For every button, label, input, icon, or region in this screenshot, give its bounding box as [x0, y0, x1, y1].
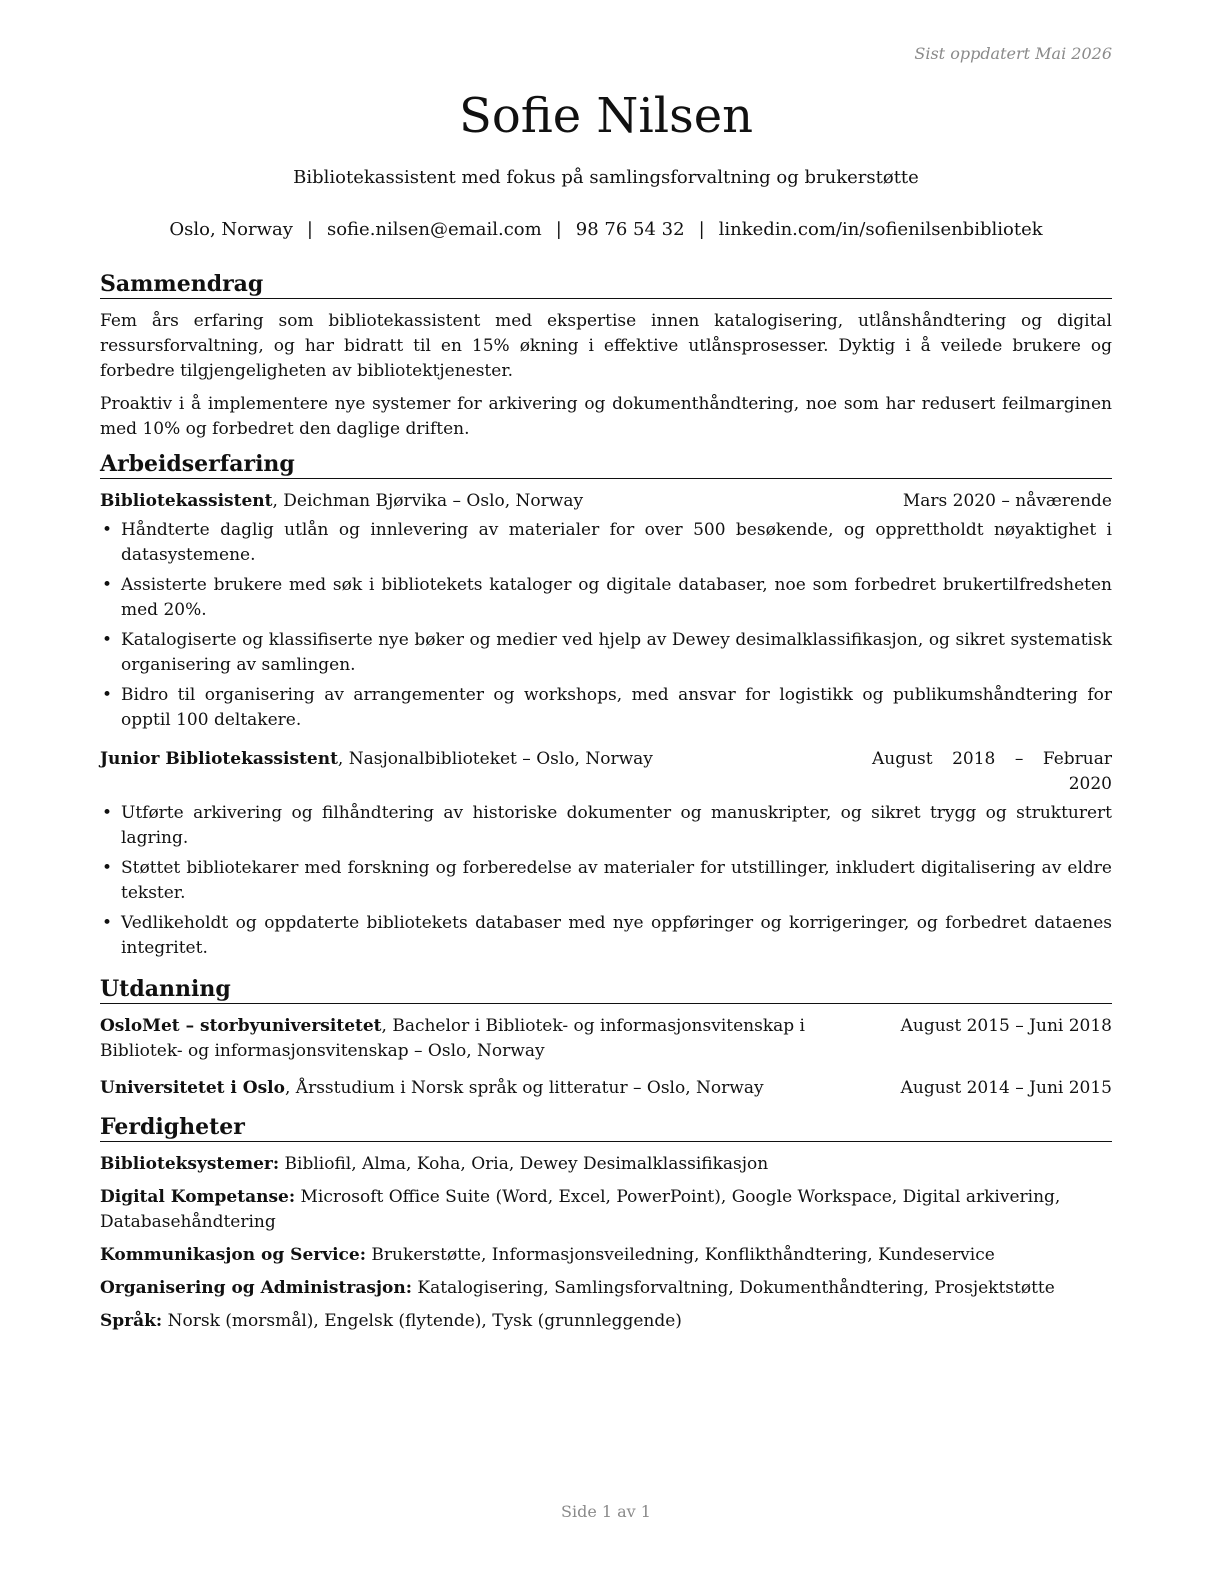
- degree-detail: , Bachelor i Bibliotek- og informasjonsvitenskap i Bibliotek- og informasjonsvitenskap – Oslo, Norway: [100, 1016, 805, 1061]
- contact-phone: 98 76 54 32: [575, 219, 685, 240]
- contact-linkedin[interactable]: linkedin.com/in/sofienilsenbibliotek: [718, 219, 1043, 240]
- person-name: Sofie Nilsen: [458, 88, 754, 144]
- page-number: Side 1 av 1: [561, 1502, 651, 1521]
- job-header: [100, 489, 1112, 514]
- job-entry: [100, 747, 1112, 961]
- contact-line: [100, 219, 1112, 240]
- skill-label: Biblioteksystemer:: [100, 1154, 280, 1174]
- skill-value: Norsk (morsmål), Engelsk (flytende), Tysk (grunnleggende): [162, 1311, 682, 1331]
- list-item: • Støttet bibliotekarer med forskning og forberedelse av materialer for utstillinger, inkludert digitalisering av eldre tekster.: [100, 856, 1112, 906]
- contact-separator: |: [555, 219, 562, 240]
- list-item: • Assisterte brukere med søk i bibliotekets kataloger og digitale databaser, noe som forbedret brukertilfredsheten med 20%.: [100, 573, 1112, 623]
- skill-label: Språk:: [100, 1311, 163, 1331]
- skill-row: [100, 1276, 1112, 1301]
- skill-row: [100, 1309, 1112, 1334]
- contact-separator: |: [698, 219, 705, 240]
- resume-page: [100, 0, 1112, 1584]
- summary-paragraph: Proaktiv i å implementere nye systemer for arkivering og dokumenthåndtering, noe som har redusert feilmarginen med 10% og forbedret den daglige driften.: [100, 394, 1112, 439]
- contact-separator: |: [306, 219, 313, 240]
- school-name: Universitetet i Oslo: [100, 1078, 285, 1098]
- skills-section: [100, 1113, 1112, 1334]
- education-entry: [100, 1014, 1112, 1064]
- section-heading: Utdanning: [100, 975, 1112, 1004]
- education-dates: August 2014 – Juni 2015: [900, 1078, 1112, 1098]
- summary-section: [100, 270, 1112, 442]
- job-bullets: [100, 518, 1112, 733]
- degree-detail: , Årsstudium i Norsk språk og litteratur – Oslo, Norway: [284, 1078, 764, 1098]
- resume-body: [100, 270, 1112, 1342]
- job-title: Junior Bibliotekassistent: [100, 749, 338, 769]
- job-org: , Deichman Bjørvika – Oslo, Norway: [272, 491, 584, 511]
- skill-row: [100, 1152, 1112, 1177]
- education-section: [100, 975, 1112, 1101]
- skill-label: Organisering og Administrasjon:: [100, 1278, 413, 1298]
- skill-value: Katalogisering, Samlingsforvaltning, Dokumenthåndtering, Prosjektstøtte: [412, 1278, 1055, 1298]
- headline: Bibliotekassistent med fokus på samlingsforvaltning og brukerstøtte: [293, 167, 919, 188]
- experience-section: [100, 450, 1112, 961]
- education-entry: [100, 1076, 1112, 1101]
- section-heading: Sammendrag: [100, 270, 1112, 299]
- section-heading: Ferdigheter: [100, 1113, 1112, 1142]
- list-item: • Bidro til organisering av arrangementer og workshops, med ansvar for logistikk og publikumshåndtering for opptil 100 deltakere.: [100, 683, 1112, 733]
- job-bullets: [100, 801, 1112, 961]
- job-entry: [100, 489, 1112, 733]
- job-title: Bibliotekassistent: [100, 491, 273, 511]
- section-heading: Arbeidserfaring: [100, 450, 1112, 479]
- list-item: • Håndterte daglig utlån og innlevering av materialer for over 500 besøkende, og opprettholdt nøyaktighet i datasystemene.: [100, 518, 1112, 568]
- summary-paragraph: Fem års erfaring som bibliotekassistent med ekspertise innen katalogisering, utlånshåndtering og digital ressursforvaltning, og har bidratt til en 15% økning i effektive utlånsprosesser. Dyktig i å veilede brukere og forbedre tilgjengeligheten av bibliotektjenester.: [100, 311, 1112, 381]
- skill-row: [100, 1185, 1112, 1235]
- skill-value: Bibliofil, Alma, Koha, Oria, Dewey Desimalklassifikasjon: [279, 1154, 769, 1174]
- skill-label: Kommunikasjon og Service:: [100, 1245, 366, 1265]
- job-dates: Mars 2020 – nåværende: [902, 491, 1112, 511]
- job-dates: August 2018 – Februar 2020: [872, 749, 1112, 794]
- list-item: • Vedlikeholdt og oppdaterte bibliotekets databaser med nye oppføringer og korrigeringer, og forbedret dataenes integritet.: [100, 911, 1112, 961]
- last-updated: Sist oppdatert Mai 2026: [914, 44, 1112, 63]
- list-item: • Katalogiserte og klassifiserte nye bøker og medier ved hjelp av Dewey desimalklassifikasjon, og sikret systematisk organisering av samlingen.: [100, 628, 1112, 678]
- job-header: [100, 747, 1112, 797]
- skill-row: [100, 1243, 1112, 1268]
- skill-value: Microsoft Office Suite (Word, Excel, PowerPoint), Google Workspace, Digital arkivering, Databasehåndtering: [100, 1187, 1061, 1232]
- skill-value: Brukerstøtte, Informasjonsveiledning, Konflikthåndtering, Kundeservice: [366, 1245, 995, 1265]
- contact-email[interactable]: sofie.nilsen@email.com: [326, 219, 542, 240]
- skill-label: Digital Kompetanse:: [100, 1187, 296, 1207]
- job-org: , Nasjonalbiblioteket – Oslo, Norway: [337, 749, 653, 769]
- list-item: • Utførte arkivering og filhåndtering av historiske dokumenter og manuskripter, og sikret trygg og strukturert lagring.: [100, 801, 1112, 851]
- education-dates: August 2015 – Juni 2018: [900, 1016, 1112, 1036]
- contact-location: Oslo, Norway: [169, 219, 293, 240]
- school-name: OsloMet – storbyuniversitetet: [100, 1016, 382, 1036]
